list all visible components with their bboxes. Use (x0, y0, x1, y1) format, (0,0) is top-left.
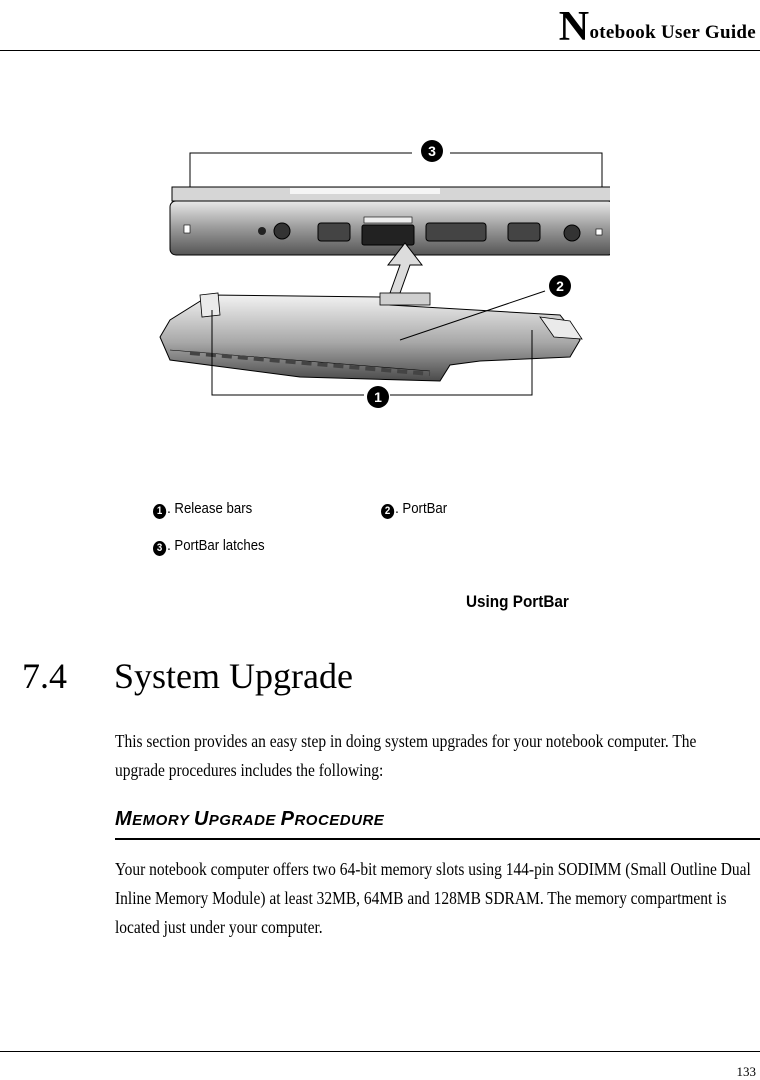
subsection-rule (115, 838, 760, 840)
header-initial: N (558, 4, 590, 50)
svg-text:1: 1 (374, 389, 382, 405)
callout-1-marker (367, 386, 389, 408)
heading-smallcaps: ROCEDURE (294, 812, 385, 829)
memory-upgrade-paragraph: Your notebook computer offers two 64-bit memory slots using 144-pin SODIMM (Small Outline Dual Inline Memory Module) at least 32MB, 64MB and 128MB SDRAM. The memory compartment is located just under your computer. (115, 859, 751, 937)
caption-portbar-latches (153, 537, 265, 556)
subsection-heading (115, 808, 384, 831)
caption-portbar (381, 500, 447, 519)
caption-number: 3 (153, 541, 166, 556)
caption-number: 1 (153, 504, 166, 519)
section-intro: This section provides an easy step in doing system upgrades for your notebook computer. The upgrade procedures includes the following: (115, 731, 697, 780)
callout-2-marker (549, 275, 571, 297)
caption-label: . Release bars (167, 500, 253, 517)
svg-text:3: 3 (428, 143, 436, 159)
section-title: System Upgrade (114, 656, 353, 696)
caption-number: 2 (381, 504, 394, 519)
section-number: 7.4 (22, 656, 67, 696)
page-number: 133 (736, 1064, 756, 1079)
figure-title: Using PortBar (466, 592, 569, 611)
heading-smallcaps: EMORY (132, 812, 194, 829)
running-header (559, 6, 756, 48)
heading-cap: P (280, 808, 295, 830)
header-rule (0, 50, 760, 51)
notebook-rear (170, 187, 610, 255)
portbar (160, 293, 582, 381)
heading-smallcaps: PGRADE (208, 812, 281, 829)
heading-cap: M (115, 808, 133, 830)
header-title-rest: otebook User Guide (589, 22, 756, 43)
footer-rule (0, 1051, 760, 1052)
caption-label: . PortBar (395, 500, 448, 517)
caption-label: . PortBar latches (167, 537, 265, 554)
caption-release-bars (153, 500, 252, 519)
heading-cap: U (193, 808, 209, 830)
callout-3-marker (421, 140, 443, 162)
portbar-illustration (150, 125, 610, 415)
svg-text:2: 2 (556, 278, 564, 294)
